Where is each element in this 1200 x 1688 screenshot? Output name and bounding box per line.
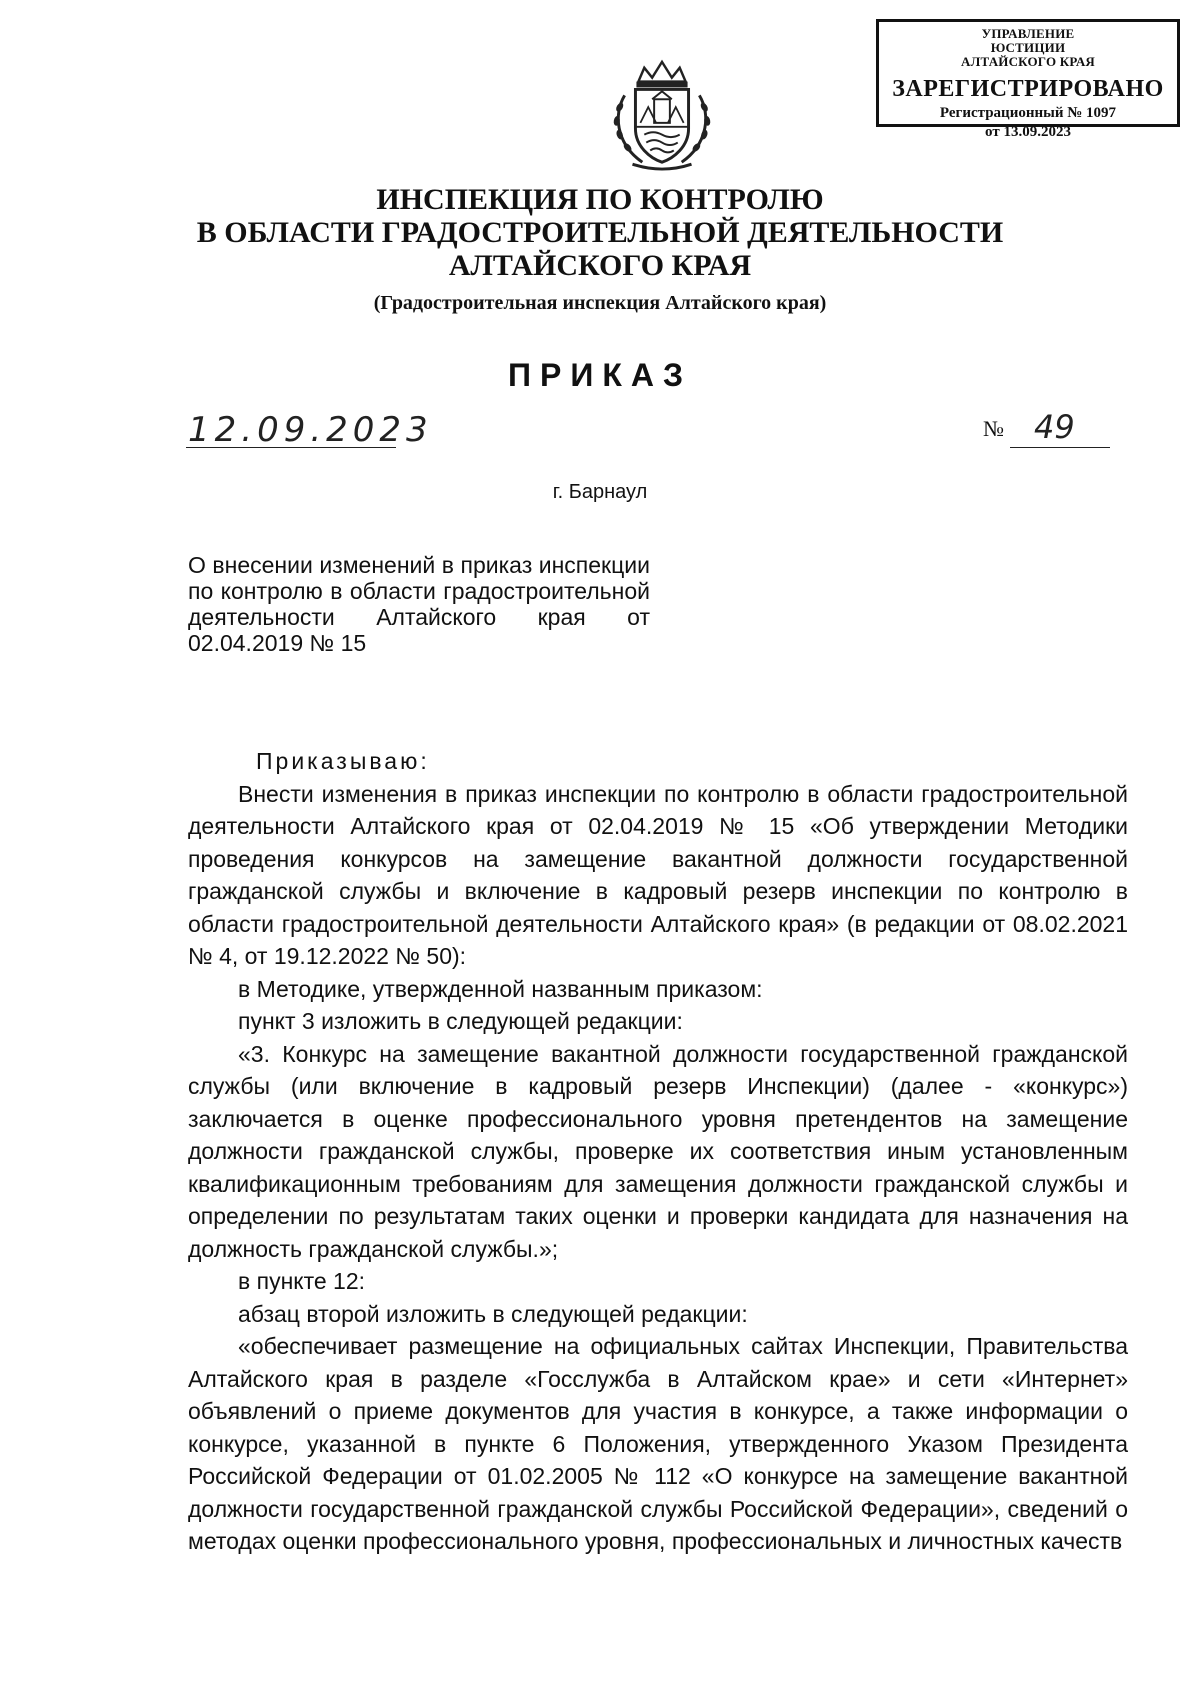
organization-name (150, 183, 1050, 282)
order-directive-word: Приказываю: (256, 748, 430, 774)
body-paragraph: в Методике, утвержденной названным приказом: (238, 975, 763, 1002)
org-name-line-3: АЛТАЙСКОГО КРАЯ (448, 249, 752, 282)
date-underline (186, 447, 396, 448)
number-underline (1010, 447, 1110, 448)
body-paragraph: пункт 3 изложить в следующей редакции: (238, 1008, 683, 1034)
number-label: № (983, 416, 1004, 441)
organization-short-name: (Градостроительная инспекция Алтайского края) (373, 292, 827, 314)
handwritten-number: 49 (1034, 408, 1075, 446)
order-subject: О внесении изменений в приказ инспекции по контролю в области градостроительной деятельности Алтайского края от 02.04.2019 № 15 (188, 552, 650, 656)
document-type-title: ПРИКАЗ (507, 357, 693, 393)
stamp-org: УПРАВЛЕНИЕ ЮСТИЦИИ АЛТАЙСКОГО КРАЯ (961, 26, 1095, 69)
stamp-reg-number: Регистрационный № 1097 (939, 105, 1117, 121)
coat-of-arms-icon (603, 56, 721, 174)
registration-stamp (876, 19, 1180, 140)
body-paragraph: в пункте 12: (238, 1268, 366, 1294)
body-paragraph: Внести изменения в приказ инспекции по контролю в области градостроительной деятельности Алтайского края от 02.04.2019 № 15 «Об утверждении Методики проведения конкурсов на замещение вакантной должности государственной гражданской службы и включение в кадровый резерв инспекции по контролю в области градостроительной деятельности Алтайского края» (в редакции от 08.02.2021 № 4, от 19.12.2022 № 50): (188, 780, 1128, 969)
handwritten-date: 12.09.2023 (188, 410, 433, 450)
org-name-line-2: В ОБЛАСТИ ГРАДОСТРОИТЕЛЬНОЙ ДЕЯТЕЛЬНОСТИ (196, 216, 1004, 249)
order-body (188, 745, 1128, 1558)
city-line: г. Барнаул (552, 481, 648, 503)
body-paragraph: «3. Конкурс на замещение вакантной должности государственной гражданской службы (или включение в кадровый резерв Инспекции) (далее - «конкурс») заключается в оценке профессионального уровня претендентов на замещение должности гражданской службы, проверке их соответствия иным установленным квалификационным требованиям для замещения должности гражданской службы и определении по результатам таких оценки и проверки кандидата для назначения на должность гражданской службы.»; (188, 1040, 1128, 1262)
stamp-title: ЗАРЕГИСТРИРОВАНО (892, 76, 1164, 102)
org-name-line-1: ИНСПЕКЦИЯ ПО КОНТРОЛЮ (376, 183, 824, 216)
body-paragraph: «обеспечивает размещение на официальных сайтах Инспекции, Правительства Алтайского края в разделе «Госслужба в Алтайском крае» и сети «Интернет» объявлений о приеме документов для участия в конкурсе, а также информации о конкурсе, указанной в пункте 6 Положения, утвержденного Указом Президента Российской Федерации от 01.02.2005 № 112 «О конкурсе на замещение вакантной должности государственной гражданской службы Российской Федерации», сведений о методах оценки профессионального уровня, профессиональных и личностных качеств (188, 1333, 1128, 1554)
stamp-reg-date: от 13.09.2023 (985, 124, 1071, 140)
body-paragraph: абзац второй изложить в следующей редакции: (238, 1300, 748, 1327)
